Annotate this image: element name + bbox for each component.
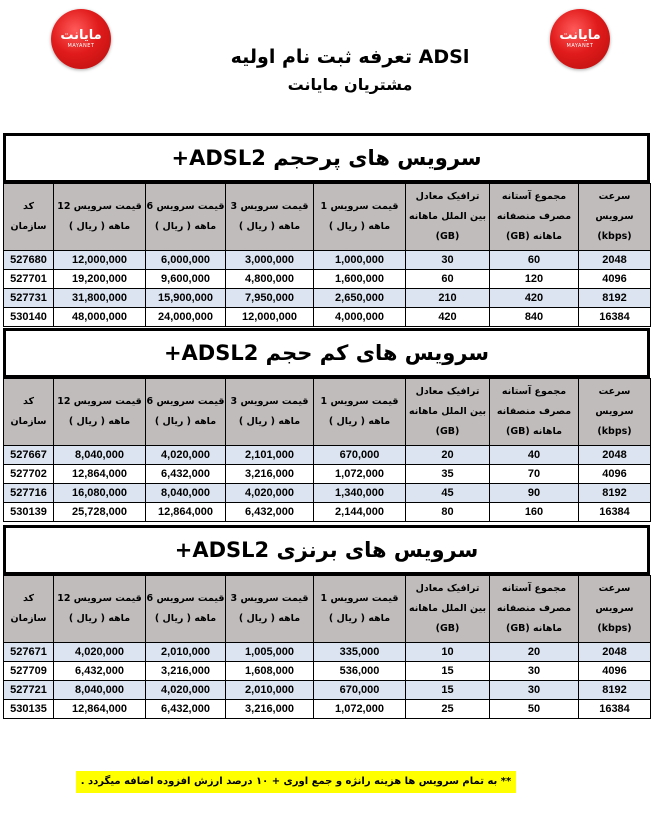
section-bronze [3, 525, 650, 719]
section-title: سرویس های کم حجم ADSL2+ [3, 328, 650, 378]
header-price-12: قیمت سرویس 12 ماهه ( ریال ) [54, 379, 146, 446]
header-code: کد سازمان [4, 184, 54, 251]
table-row [4, 270, 651, 289]
header-price-12: قیمت سرویس 12 ماهه ( ریال ) [54, 184, 146, 251]
tariff-table [3, 575, 651, 719]
header-price-6: قیمت سرویس 6 ماهه ( ریال ) [146, 184, 226, 251]
cell-price-12: 6,432,000 [54, 662, 146, 681]
cell-price-3: 4,020,000 [226, 484, 314, 503]
header-total-quota: مجموع آستانه مصرف منصفانه ماهانه (GB) [490, 184, 579, 251]
header-price-12: قیمت سرویس 12 ماهه ( ریال ) [54, 576, 146, 643]
page-title: ADSl تعرفه ثبت نام اولیه [230, 46, 470, 68]
cell-speed: 4096 [579, 270, 651, 289]
cell-price-6: 8,040,000 [146, 484, 226, 503]
cell-price-12: 48,000,000 [54, 308, 146, 327]
cell-price-1: 670,000 [314, 681, 406, 700]
cell-code: 527702 [4, 465, 54, 484]
cell-price-6: 4,020,000 [146, 446, 226, 465]
cell-intl: 420 [406, 308, 490, 327]
cell-total: 20 [490, 643, 579, 662]
cell-speed: 2048 [579, 446, 651, 465]
cell-speed: 8192 [579, 681, 651, 700]
cell-price-3: 3,216,000 [226, 700, 314, 719]
cell-price-3: 12,000,000 [226, 308, 314, 327]
header-intl-traffic: ترافیک معادل بین الملل ماهانه (GB) [406, 576, 490, 643]
cell-code: 527667 [4, 446, 54, 465]
cell-price-1: 4,000,000 [314, 308, 406, 327]
cell-price-6: 4,020,000 [146, 681, 226, 700]
header-price-6: قیمت سرویس 6 ماهه ( ریال ) [146, 576, 226, 643]
cell-speed: 16384 [579, 308, 651, 327]
header-price-3: قیمت سرویس 3 ماهه ( ریال ) [226, 184, 314, 251]
cell-price-6: 6,432,000 [146, 465, 226, 484]
table-row [4, 446, 651, 465]
table-row [4, 289, 651, 308]
header-speed: سرعت سرویس (kbps) [579, 184, 651, 251]
cell-total: 40 [490, 446, 579, 465]
cell-code: 527709 [4, 662, 54, 681]
cell-code: 527731 [4, 289, 54, 308]
cell-price-12: 8,040,000 [54, 446, 146, 465]
cell-price-1: 1,072,000 [314, 700, 406, 719]
mayanet-logo-right [550, 9, 610, 69]
logo-name: مایانت [559, 27, 601, 43]
cell-speed: 8192 [579, 289, 651, 308]
cell-speed: 2048 [579, 643, 651, 662]
cell-price-1: 1,600,000 [314, 270, 406, 289]
section-title: سرویس های برنزی ADSL2+ [3, 525, 650, 575]
cell-speed: 4096 [579, 662, 651, 681]
cell-price-3: 2,010,000 [226, 681, 314, 700]
cell-price-1: 2,144,000 [314, 503, 406, 522]
cell-price-3: 6,432,000 [226, 503, 314, 522]
cell-price-1: 335,000 [314, 643, 406, 662]
cell-total: 70 [490, 465, 579, 484]
cell-intl: 45 [406, 484, 490, 503]
header-total-quota: مجموع آستانه مصرف منصفانه ماهانه (GB) [490, 379, 579, 446]
cell-price-3: 3,000,000 [226, 251, 314, 270]
cell-total: 50 [490, 700, 579, 719]
mayanet-logo-left [51, 9, 111, 69]
section-high-volume [3, 133, 650, 327]
cell-speed: 16384 [579, 700, 651, 719]
header-code: کد سازمان [4, 379, 54, 446]
cell-price-3: 1,005,000 [226, 643, 314, 662]
cell-price-12: 16,080,000 [54, 484, 146, 503]
table-row [4, 465, 651, 484]
cell-intl: 30 [406, 251, 490, 270]
cell-intl: 20 [406, 446, 490, 465]
section-low-volume [3, 328, 650, 522]
cell-speed: 4096 [579, 465, 651, 484]
cell-price-3: 1,608,000 [226, 662, 314, 681]
table-row [4, 251, 651, 270]
header-code: کد سازمان [4, 576, 54, 643]
table-row [4, 681, 651, 700]
page-subtitle: مشتریان مایانت [287, 75, 413, 94]
cell-price-1: 1,340,000 [314, 484, 406, 503]
cell-price-1: 2,650,000 [314, 289, 406, 308]
cell-code: 530139 [4, 503, 54, 522]
table-row [4, 503, 651, 522]
header-intl-traffic: ترافیک معادل بین الملل ماهانه (GB) [406, 184, 490, 251]
table-row [4, 484, 651, 503]
cell-total: 90 [490, 484, 579, 503]
cell-price-12: 19,200,000 [54, 270, 146, 289]
cell-code: 530135 [4, 700, 54, 719]
cell-speed: 8192 [579, 484, 651, 503]
cell-price-12: 12,000,000 [54, 251, 146, 270]
cell-price-3: 4,800,000 [226, 270, 314, 289]
cell-speed: 2048 [579, 251, 651, 270]
header-price-6: قیمت سرویس 6 ماهه ( ریال ) [146, 379, 226, 446]
cell-intl: 210 [406, 289, 490, 308]
cell-price-12: 25,728,000 [54, 503, 146, 522]
table-row [4, 308, 651, 327]
cell-code: 527716 [4, 484, 54, 503]
cell-price-3: 3,216,000 [226, 465, 314, 484]
header-price-3: قیمت سرویس 3 ماهه ( ریال ) [226, 379, 314, 446]
cell-total: 840 [490, 308, 579, 327]
cell-price-1: 1,072,000 [314, 465, 406, 484]
cell-price-6: 9,600,000 [146, 270, 226, 289]
logo-sub: MAYANET [67, 42, 95, 49]
header-total-quota: مجموع آستانه مصرف منصفانه ماهانه (GB) [490, 576, 579, 643]
cell-price-12: 12,864,000 [54, 465, 146, 484]
cell-price-6: 24,000,000 [146, 308, 226, 327]
cell-price-6: 15,900,000 [146, 289, 226, 308]
header-speed: سرعت سرویس (kbps) [579, 379, 651, 446]
cell-intl: 15 [406, 681, 490, 700]
cell-price-6: 6,432,000 [146, 700, 226, 719]
cell-price-6: 3,216,000 [146, 662, 226, 681]
cell-intl: 60 [406, 270, 490, 289]
logo-name: مایانت [60, 27, 102, 43]
cell-total: 120 [490, 270, 579, 289]
cell-total: 60 [490, 251, 579, 270]
header-intl-traffic: ترافیک معادل بین الملل ماهانه (GB) [406, 379, 490, 446]
header-price-3: قیمت سرویس 3 ماهه ( ریال ) [226, 576, 314, 643]
tariff-table [3, 378, 651, 522]
cell-intl: 10 [406, 643, 490, 662]
cell-code: 527721 [4, 681, 54, 700]
cell-price-3: 7,950,000 [226, 289, 314, 308]
header-price-1: قیمت سرویس 1 ماهه ( ریال ) [314, 184, 406, 251]
cell-total: 160 [490, 503, 579, 522]
cell-intl: 25 [406, 700, 490, 719]
header-speed: سرعت سرویس (kbps) [579, 576, 651, 643]
table-row [4, 643, 651, 662]
cell-price-1: 536,000 [314, 662, 406, 681]
table-row [4, 662, 651, 681]
cell-code: 527680 [4, 251, 54, 270]
cell-total: 30 [490, 681, 579, 700]
cell-intl: 35 [406, 465, 490, 484]
section-title: سرویس های پرحجم ADSL2+ [3, 133, 650, 183]
cell-speed: 16384 [579, 503, 651, 522]
cell-price-12: 8,040,000 [54, 681, 146, 700]
cell-total: 420 [490, 289, 579, 308]
cell-code: 527671 [4, 643, 54, 662]
cell-price-12: 12,864,000 [54, 700, 146, 719]
cell-price-6: 12,864,000 [146, 503, 226, 522]
cell-price-12: 4,020,000 [54, 643, 146, 662]
cell-price-3: 2,101,000 [226, 446, 314, 465]
vat-footnote: ** به تمام سرویس ها هزینه رانژه و جمع اوری + ۱۰ درصد ارزش افزوده اضافه میگردد . [76, 771, 516, 793]
cell-price-6: 6,000,000 [146, 251, 226, 270]
cell-total: 30 [490, 662, 579, 681]
cell-intl: 15 [406, 662, 490, 681]
cell-code: 530140 [4, 308, 54, 327]
cell-price-1: 670,000 [314, 446, 406, 465]
header-price-1: قیمت سرویس 1 ماهه ( ریال ) [314, 576, 406, 643]
cell-price-1: 1,000,000 [314, 251, 406, 270]
cell-intl: 80 [406, 503, 490, 522]
cell-code: 527701 [4, 270, 54, 289]
logo-sub: MAYANET [566, 42, 594, 49]
table-row [4, 700, 651, 719]
tariff-table [3, 183, 651, 327]
cell-price-6: 2,010,000 [146, 643, 226, 662]
header-price-1: قیمت سرویس 1 ماهه ( ریال ) [314, 379, 406, 446]
cell-price-12: 31,800,000 [54, 289, 146, 308]
